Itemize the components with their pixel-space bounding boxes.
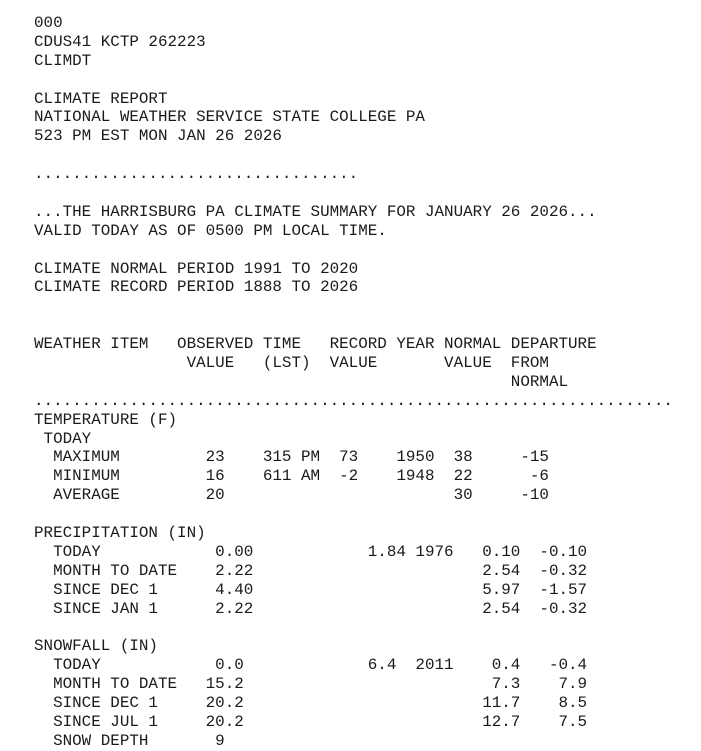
blank-line bbox=[34, 71, 701, 90]
temperature-section-title: TEMPERATURE (F) bbox=[34, 410, 178, 429]
blank-line bbox=[34, 241, 701, 260]
blank-line bbox=[34, 505, 701, 524]
table-header-line-1: WEATHER ITEM OBSERVED TIME RECORD YEAR NORMAL DEPARTURE bbox=[34, 335, 597, 354]
snowfall-row-snow-depth: SNOW DEPTH 9 bbox=[34, 731, 225, 750]
summary-valid-time: VALID TODAY AS OF 0500 PM LOCAL TIME. bbox=[34, 221, 387, 240]
report-title: CLIMATE REPORT bbox=[34, 89, 168, 108]
office-name: NATIONAL WEATHER SERVICE STATE COLLEGE PA bbox=[34, 108, 425, 127]
precipitation-row-since-dec-1: SINCE DEC 1 4.40 5.97 -1.57 bbox=[34, 580, 588, 599]
precipitation-section-title: PRECIPITATION (IN) bbox=[34, 524, 206, 543]
normal-period: CLIMATE NORMAL PERIOD 1991 TO 2020 bbox=[34, 259, 359, 278]
table-header-line-2: VALUE (LST) VALUE VALUE FROM bbox=[34, 354, 549, 373]
snowfall-row-since-dec-1: SINCE DEC 1 20.2 11.7 8.5 bbox=[34, 694, 588, 713]
issue-time: 523 PM EST MON JAN 26 2026 bbox=[34, 127, 282, 146]
precipitation-row-month-to-date: MONTH TO DATE 2.22 2.54 -0.32 bbox=[34, 561, 588, 580]
snowfall-row-since-jul-1: SINCE JUL 1 20.2 12.7 7.5 bbox=[34, 712, 588, 731]
snowfall-row-month-to-date: MONTH TO DATE 15.2 7.3 7.9 bbox=[34, 675, 588, 694]
precipitation-row-today: TODAY 0.00 1.84 1976 0.10 -0.10 bbox=[34, 542, 588, 561]
header-pil: CLIMDT bbox=[34, 51, 92, 70]
blank-line bbox=[34, 184, 701, 203]
blank-line bbox=[34, 619, 701, 638]
separator-short: .................................. bbox=[34, 165, 359, 184]
header-id-line: 000 bbox=[34, 14, 63, 32]
temperature-row-maximum: MAXIMUM 23 315 PM 73 1950 38 -15 bbox=[34, 448, 549, 467]
temperature-row-average: AVERAGE 20 30 -10 bbox=[34, 486, 549, 505]
blank-line bbox=[34, 297, 701, 316]
separator-long: ................................................................... bbox=[34, 391, 673, 410]
snowfall-row-today: TODAY 0.0 6.4 2011 0.4 -0.4 bbox=[34, 656, 588, 675]
temperature-row-minimum: MINIMUM 16 611 AM -2 1948 22 -6 bbox=[34, 467, 549, 486]
precipitation-row-since-jan-1: SINCE JAN 1 2.22 2.54 -0.32 bbox=[34, 599, 588, 618]
table-header-line-3: NORMAL bbox=[34, 372, 569, 391]
header-product-line: CDUS41 KCTP 262223 bbox=[34, 32, 206, 51]
snowfall-section-title: SNOWFALL (IN) bbox=[34, 637, 158, 656]
summary-headline: ...THE HARRISBURG PA CLIMATE SUMMARY FOR JANUARY 26 2026... bbox=[34, 202, 597, 221]
blank-line bbox=[34, 316, 701, 335]
blank-line bbox=[34, 146, 701, 165]
record-period: CLIMATE RECORD PERIOD 1888 TO 2026 bbox=[34, 278, 359, 297]
temperature-today-label: TODAY bbox=[34, 429, 92, 448]
